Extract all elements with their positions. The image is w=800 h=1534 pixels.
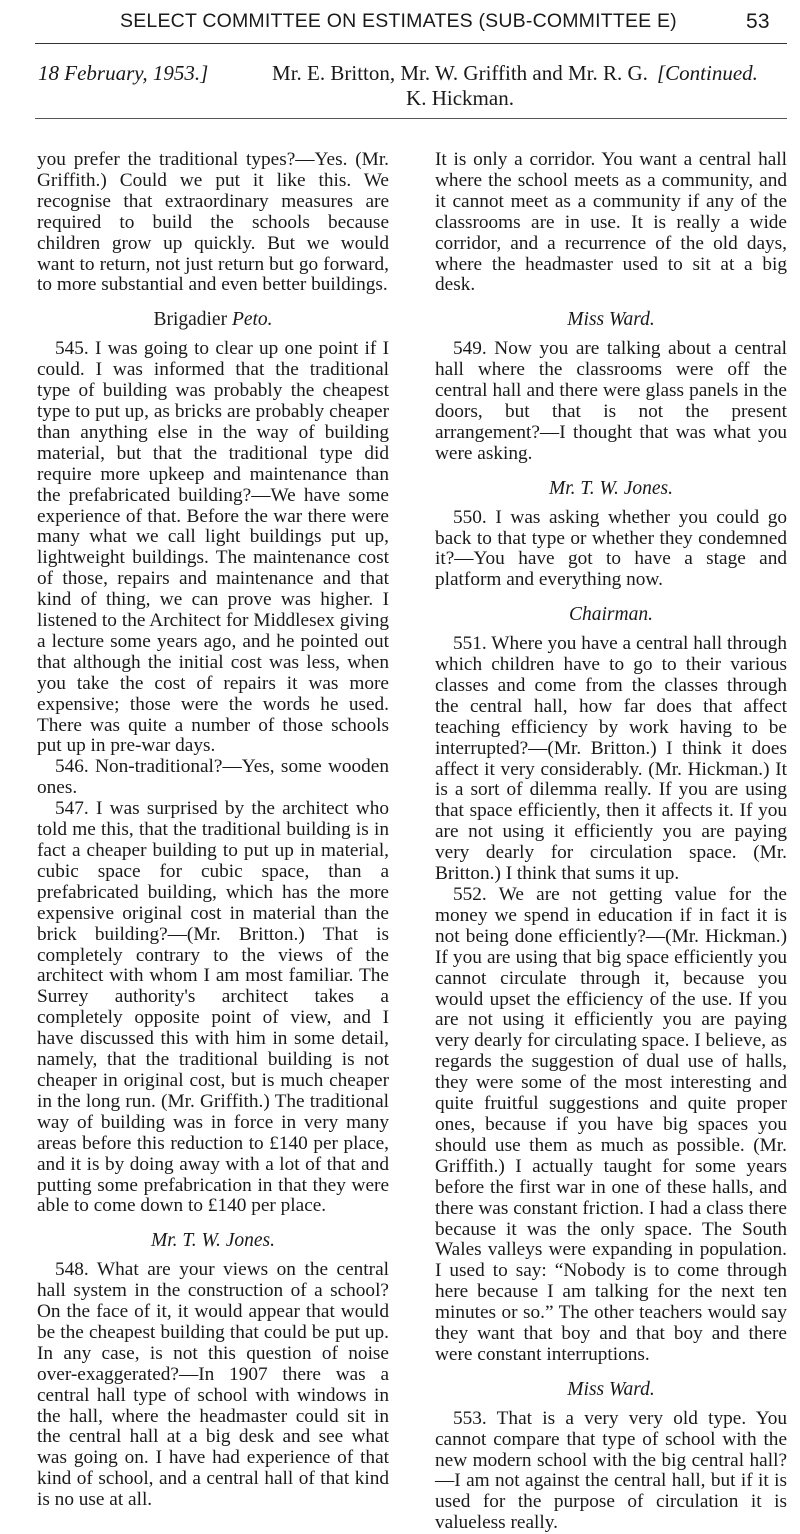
- page-number: 53: [746, 10, 770, 33]
- speaker-heading: [37, 310, 389, 331]
- paragraph-continuation: you prefer the traditional types?—Yes. (Mr. Griffith.) Could we put it like this. We recognise that extraordinary measures are required to build the schools because children grow up quickly. But we would want to return, not just return but go forward, to more substantial and even better buildings.: [37, 149, 389, 296]
- speaker-title: Brigadier: [153, 309, 228, 331]
- witness-names: Mr. E. Britton, Mr. W. Griffith and Mr. R. G. K. Hickman.: [272, 61, 648, 110]
- paragraph-553: 553. That is a very very old type. You cannot compare that type of school with the new modern school with the big central hall?—I am not against the central hall, but if it is used for the purpose of circulation it is valueless really.: [435, 1407, 787, 1534]
- hearing-date: 18 February, 1953.]: [38, 61, 209, 85]
- speaker-heading: Miss Ward.: [567, 1378, 655, 1400]
- speaker-name: Peto.: [231, 309, 273, 331]
- speaker-heading: Mr. T. W. Jones.: [548, 477, 674, 499]
- paragraph-549: 549. Now you are talking about a central hall where the classrooms were off the central hall and there were glass panels in the doors, but that is not the present arrangement?—I thought that was what you were asking.: [435, 338, 787, 464]
- paragraph-546: 546. Non-traditional?—Yes, some wooden ones.: [37, 756, 389, 799]
- paragraph-550: 550. I was asking whether you could go back to that type or whether they condemned it?—You have got to have a stage and platform and everything now.: [435, 506, 787, 591]
- paragraph-547: 547. I was surprised by the architect who told me this, that the traditional building is in fact a cheaper building to put up in material, cubic space for cubic space, than a prefabricated building, which has the more expensive original cost in material than the brick building?—(Mr. Britton.) That is completely contrary to the views of the architect with whom I am most familiar. The Surrey authority's architect takes a completely opposite point of view, and I have discussed this with him in some detail, namely, that the traditional building is not cheaper in original cost, but is much cheaper in the long run. (Mr. Griffith.) The traditional way of building was in force in very many areas before this reduction to £140 per place, and it is by doing away with a lot of that and putting some prefabrication in that they were able to come down to £140 per place.: [37, 798, 389, 1217]
- paragraph-551: 551. Where you have a central hall through which children have to go to their various classes and come from the classes through the central hall, how far does that affect teaching efficiency by work having to be interrupted?—(Mr. Britton.) I think it does affect it very considerably. (Mr. Hickman.) It is a sort of dilemma really. If you are using that space efficiently, then it affects it. If you are not using it efficiently you are paying very dearly for circulation space. (Mr. Britton.) I think that sums it up.: [435, 633, 787, 885]
- continued-label: [Continued.: [657, 61, 758, 85]
- paragraph-545: 545. I was going to clear up one point if I could. I was informed that the traditional type of building was probably the cheapest type to put up, as bricks are probably cheaper than anything else in the way of building material, but that the traditional type did require more upkeep and maintenance than the prefabricated building?—We have some experience of that. Before the war there were many what we call light buildings put up, lightweight buildings. The maintenance cost of those, repairs and maintenance and that kind of thing, we can prove was higher. I listened to the Architect for Middlesex giving a lecture some years ago, and he pointed out that although the initial cost was less, when you take the cost of repairs it was more expensive; those were the words he used. There was quite a number of those schools put up in pre-war days.: [37, 338, 389, 757]
- speaker-heading: Mr. T. W. Jones.: [150, 1230, 276, 1252]
- speaker-heading: Chairman.: [569, 604, 653, 626]
- speaker-heading: Miss Ward.: [567, 309, 655, 331]
- paragraph-548: 548. What are your views on the central hall system in the construction of a school? On the face of it, it would appear that would be the cheapest building that could be put up. In any case, is not this question of noise over-exaggerated?—In 1907 there was a central hall type of school with windows in the hall, where the headmaster could sit in the central hall at a big desk and see what was going on. I have had experience of that kind of school, and a central hall of that kind is no use at all.: [37, 1259, 389, 1511]
- paragraph-continuation: It is only a corridor. You want a central hall where the school meets as a community, and it cannot meet as a community if any of the classrooms are in use. It is really a wide corridor, and a recurrence of the old days, where the headmaster used to sit at a big desk.: [435, 149, 787, 296]
- running-head-title: SELECT COMMITTEE ON ESTIMATES (SUB-COMMITTEE E): [120, 10, 677, 32]
- left-column: [37, 150, 389, 1511]
- header-rule: [35, 43, 787, 44]
- paragraph-552: 552. We are not getting value for the money we spend in education if in fact it is not being done efficiently?—(Mr. Hickman.) If you are using that big space efficiently you cannot circulate through it, because you would upset the efficiency of the use. If you are not using it efficiently you are paying very dearly for circulating space. I believe, as regards the suggestion of dual use of halls, they were some of the most interesting and quite fruitful suggestions and quite proper ones, because if you have big spaces you should use them as much as possible. (Mr. Griffith.) I actually taught for some years before the first war in one of these halls, and there was constant friction. I had a class there because it was the only space. The South Wales valleys were expanding in population. I used to say: “Nobody is to come through here because I am talking for the next ten minutes or so.” The other teachers would say they want that boy and that boy and there were constant interruptions.: [435, 884, 787, 1365]
- right-column: [435, 150, 787, 1534]
- subheader-rule: [35, 118, 787, 119]
